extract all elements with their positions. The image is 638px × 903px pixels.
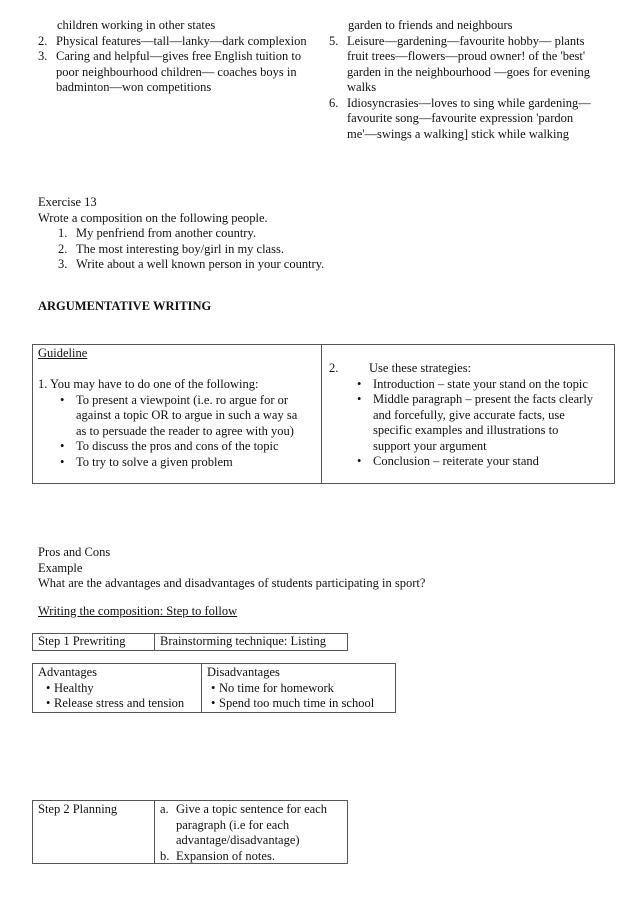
right-list-continuation: garden to friends and neighbours <box>348 18 513 32</box>
step2-table <box>32 800 348 864</box>
step2-divider <box>154 801 155 863</box>
example-label: Example <box>38 560 83 575</box>
list-text: favourite song—favourite expression 'pardon <box>347 111 574 125</box>
right-column-list <box>329 18 619 142</box>
guideline-bullet: • To try to solve a given problem <box>38 455 318 471</box>
advantages-cell <box>38 665 198 712</box>
list-number: 3. <box>58 257 68 271</box>
bullet-text: • To present a viewpoint (i.e. ro argue for or <box>76 392 289 407</box>
guideline-left-cell <box>38 346 318 470</box>
disadvantage-item: • No time for homework <box>207 681 395 697</box>
bullet-text: • Middle paragraph – present the facts clearly <box>373 392 594 406</box>
disadvantages-cell <box>207 665 395 712</box>
step2-label: Step 2 Planning <box>38 802 118 816</box>
strategy-bullet: • Introduction – state your stand on the topic <box>329 377 611 393</box>
list-text: badminton—won competitions <box>56 80 212 94</box>
left-list-item-2 <box>38 34 328 50</box>
left-column-list <box>38 18 328 96</box>
bullet-text: support your argument <box>373 438 487 453</box>
list-text: The most interesting boy/girl in my class. <box>76 241 284 256</box>
bullet-text: and forcefully, give accurate facts, use <box>373 407 565 422</box>
list-text: poor neighbourhood children— coaches boys in <box>56 64 297 79</box>
right-list-item-6 <box>329 96 619 143</box>
strategy-bullet: • Conclusion – reiterate your stand <box>329 454 611 470</box>
list-text: My penfriend from another country. <box>76 226 257 240</box>
list-number: 2. <box>58 241 68 256</box>
disadvantage-item: • Spend too much time in school <box>207 696 395 712</box>
disadvantages-header: Disadvantages <box>207 665 280 679</box>
pros-cons-section <box>38 545 618 619</box>
list-text: garden in the neighbourhood —goes for evening <box>347 64 590 79</box>
bullet-text: as to persuade the reader to agree with you) <box>76 423 294 438</box>
guideline-point-1: 1. You may have to do one of the following: <box>38 377 259 391</box>
list-text: Expansion of notes. <box>176 848 275 863</box>
advantage-item: • Healthy <box>42 681 198 697</box>
list-text: Physical features—tall—lanky—dark complexion <box>56 33 307 48</box>
point-2-number: 2. <box>329 361 339 375</box>
exercise-item <box>38 226 598 242</box>
pros-cons-title: Pros and Cons <box>38 545 111 559</box>
list-number: 1. <box>58 226 68 240</box>
left-list-continuation: children working in other states <box>57 18 216 32</box>
list-text: me'—swings a walking] stick while walking <box>347 126 570 141</box>
bullet-text: specific examples and illustrations to <box>373 423 559 437</box>
exercise-title: Exercise 13 <box>38 195 97 209</box>
exercise-section <box>38 195 598 273</box>
example-question: What are the advantages and disadvantages of students participating in sport? <box>38 576 426 590</box>
right-list-item-5 <box>329 34 619 96</box>
step1-technique: Brainstorming technique: Listing <box>160 634 326 648</box>
list-text: Give a topic sentence for each <box>176 802 327 816</box>
exercise-instruction: Wrote a composition on the following people. <box>38 210 268 225</box>
list-number: 3. <box>38 49 48 63</box>
list-text: walks <box>347 80 377 94</box>
guideline-bullet: • To discuss the pros and cons of the topic <box>38 439 318 455</box>
bullet-text: against a topic OR to argue in such a way sa <box>76 408 298 422</box>
list-text: fruit trees—flowers—proud owner! of the 'best' <box>347 49 586 63</box>
list-letter: a. <box>160 802 169 816</box>
list-text: Caring and helpful—gives free English tuition to <box>56 49 302 63</box>
exercise-item <box>38 257 598 273</box>
left-list-item-3 <box>38 49 328 96</box>
advantages-table <box>32 663 396 713</box>
advantages-header: Advantages <box>38 665 98 679</box>
list-text: Write about a well known person in your country. <box>76 257 325 271</box>
step1-divider <box>154 634 155 650</box>
guideline-bullet <box>38 393 318 440</box>
guideline-right-cell <box>329 361 611 470</box>
step2-content <box>160 802 346 864</box>
list-text: Idiosyncrasies—loves to sing while gardening— <box>347 95 591 110</box>
guideline-title: Guideline <box>38 346 88 360</box>
section-heading: ARGUMENTATIVE WRITING <box>38 299 212 313</box>
list-number: 2. <box>38 33 48 48</box>
step1-table <box>32 633 348 651</box>
list-number: 5. <box>329 33 339 48</box>
advantage-item: • Release stress and tension <box>42 696 198 712</box>
list-text: advantage/disadvantage) <box>176 833 300 847</box>
adv-divider <box>201 664 202 712</box>
guideline-table <box>32 344 615 484</box>
list-text: paragraph (i.e for each <box>176 817 290 832</box>
list-text: Leisure—gardening—favourite hobby— plants <box>347 33 585 48</box>
list-number: 6. <box>329 95 339 110</box>
exercise-item <box>38 242 598 258</box>
point-2-text: Use these strategies: <box>369 361 472 375</box>
list-letter: b. <box>160 848 170 863</box>
writing-steps-heading: Writing the composition: Step to follow <box>38 603 238 618</box>
step1-label: Step 1 Prewriting <box>38 634 126 648</box>
strategy-bullet <box>329 392 611 454</box>
guideline-divider <box>321 345 322 483</box>
